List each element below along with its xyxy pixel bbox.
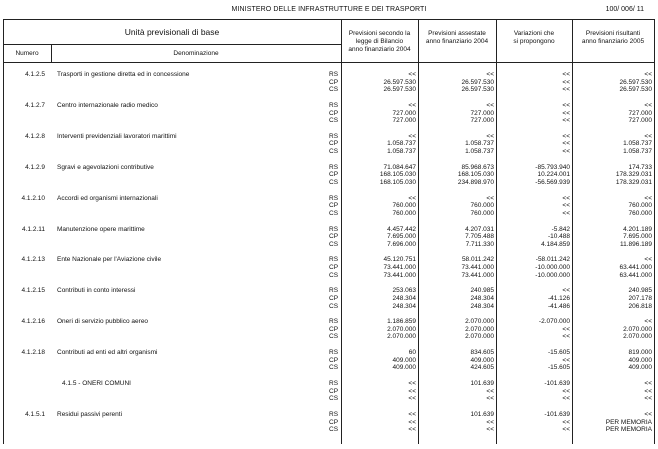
row-type-label: CS [329, 271, 339, 279]
row-type-label: CP [329, 233, 339, 241]
row-type-label: RS [329, 163, 339, 171]
value-cell: 10.224.001 [537, 171, 570, 179]
col1-header-line: legge di Bilancio [355, 38, 404, 45]
value-cell: 26.597.530 [619, 86, 652, 94]
value-cell: 248.304 [470, 294, 494, 302]
value-cell: -101.639 [544, 380, 570, 387]
value-cell: 1.058.737 [465, 148, 494, 155]
value-cell: 409.000 [392, 364, 416, 372]
col1-header-line: Previsioni secondo la [348, 30, 411, 37]
value-cell: 727.000 [628, 109, 652, 117]
value-cell: << [562, 117, 570, 125]
value-cell: << [408, 71, 416, 78]
row-type-label: CS [329, 333, 339, 341]
col-divider-5 [654, 19, 655, 444]
table-top-border [3, 19, 655, 20]
row-code: 4.1.2.5 [25, 71, 45, 78]
value-cell: 727.000 [392, 117, 416, 125]
value-cell: 819.000 [628, 349, 652, 357]
value-cell: 178.329.031 [615, 171, 652, 179]
value-cell: -15.605 [547, 364, 570, 372]
value-cell: 4.457.442 [387, 225, 416, 233]
row-name: Manutenzione opere marittime [57, 225, 145, 233]
value-cell: << [562, 209, 570, 217]
section-title: 4.1.5 - ONERI COMUNI [62, 380, 131, 387]
col2-header-line: Previsioni assestate [428, 30, 486, 37]
value-cell: 409.000 [392, 356, 416, 364]
value-cell: 1.186.859 [387, 318, 416, 326]
value-cell: << [486, 71, 494, 78]
value-cell: 58.011.242 [461, 256, 494, 264]
value-cell: 727.000 [470, 109, 494, 117]
value-cell: 7.696.000 [387, 240, 416, 248]
row-name: Trasporti in gestione diretta ed in concessione [57, 71, 190, 78]
value-cell: << [644, 71, 652, 78]
value-cell: 26.597.530 [619, 78, 652, 86]
value-cell: 409.000 [628, 356, 652, 364]
value-cell: << [644, 132, 652, 140]
value-cell: PER MEMORIA [605, 426, 652, 434]
row-name: Oneri di servizio pubblico aereo [57, 318, 149, 326]
row-type-label: RS [329, 194, 339, 202]
value-cell: -41.486 [547, 302, 570, 310]
row-type-label: CS [329, 117, 339, 125]
value-cell: 63.441.000 [619, 264, 652, 271]
value-cell: -10.488 [547, 233, 570, 241]
row-type-label: RS [329, 71, 339, 78]
value-cell: -56.569.939 [535, 178, 570, 186]
value-cell: -10.000.000 [535, 271, 570, 279]
row-code: 4.1.2.8 [25, 132, 45, 140]
value-cell: 240.985 [470, 287, 494, 295]
value-cell: 73.441.000 [383, 264, 416, 271]
ministry-title: MINISTERO DELLE INFRASTRUTTURE E DEI TRASPORTI [231, 6, 427, 13]
value-cell: << [562, 426, 570, 434]
row-name: Accordi ed organismi internazionali [57, 194, 158, 202]
value-cell: 73.441.000 [461, 264, 494, 271]
value-cell: << [562, 418, 570, 426]
value-cell: 248.304 [392, 294, 416, 302]
value-cell: 71.084.647 [383, 163, 416, 171]
value-cell: -15.605 [547, 349, 570, 357]
value-cell: 73.441.000 [461, 271, 494, 279]
value-cell: 727.000 [392, 109, 416, 117]
value-cell: << [562, 333, 570, 341]
row-code: 4.1.2.15 [21, 287, 45, 295]
value-cell: 101.639 [470, 380, 494, 387]
row-type-label: RS [329, 132, 339, 140]
row-type-label: CP [329, 325, 339, 333]
value-cell: 7.695.000 [623, 233, 652, 241]
row-name: Interventi previdenziali lavoratori marittimi [57, 132, 177, 140]
value-cell: 1.058.737 [623, 140, 652, 148]
numero-header: Numero [15, 50, 39, 57]
row-type-label: CS [329, 86, 339, 94]
value-cell: 1.058.737 [465, 140, 494, 148]
col1-header-line: anno finanziario 2004 [348, 46, 411, 53]
value-cell: << [562, 86, 570, 94]
value-cell: 26.597.530 [461, 78, 494, 86]
row-type-label: CP [329, 171, 339, 179]
row-code: 4.1.5.1 [25, 410, 45, 418]
value-cell: << [486, 132, 494, 140]
value-cell: 760.000 [392, 209, 416, 217]
value-cell: 206.818 [628, 302, 652, 310]
row-type-label: CS [329, 395, 339, 403]
value-cell: 178.329.031 [615, 178, 652, 186]
row-type-label: CP [329, 294, 339, 302]
value-cell: << [408, 410, 416, 418]
row-name: Ente Nazionale per l'Aviazione civile [57, 256, 162, 264]
col4-header-line: anno finanziario 2005 [581, 38, 645, 45]
value-cell: 409.000 [470, 356, 494, 364]
value-cell: << [408, 132, 416, 140]
value-cell: 1.058.737 [387, 140, 416, 148]
col2-header-line: anno finanziario 2004 [425, 38, 489, 45]
value-cell: -101.639 [544, 410, 570, 418]
value-cell: << [644, 410, 652, 418]
row-code: 4.1.2.7 [25, 101, 45, 109]
value-cell: 727.000 [628, 117, 652, 125]
row-type-label: RS [329, 287, 339, 295]
value-cell: 234.898.970 [457, 178, 494, 186]
value-cell: 60 [408, 349, 416, 357]
value-cell: -10.000.000 [535, 264, 570, 271]
value-cell: -5.842 [551, 225, 570, 233]
value-cell: 760.000 [470, 209, 494, 217]
row-type-label: CS [329, 148, 339, 155]
value-cell: 7.711.330 [465, 240, 494, 248]
row-code: 4.1.2.9 [25, 163, 45, 171]
value-cell: 168.105.030 [379, 178, 416, 186]
row-type-label: CS [329, 178, 339, 186]
value-cell: 26.597.530 [461, 86, 494, 94]
page-number: 100/ 006/ 11 [605, 6, 644, 13]
value-cell: 253.063 [392, 287, 416, 295]
value-cell: 2.070.000 [465, 333, 494, 341]
col-divider-4 [572, 19, 573, 444]
value-cell: 760.000 [628, 209, 652, 217]
value-cell: << [408, 395, 416, 403]
value-cell: 85.968.673 [461, 163, 494, 171]
value-cell: 207.178 [628, 294, 652, 302]
value-cell: 2.070.000 [465, 318, 494, 326]
value-cell: << [562, 325, 570, 333]
row-name: Contributi in conto interessi [57, 287, 136, 295]
value-cell: << [408, 101, 416, 109]
row-name: Centro internazionale radio medico [57, 101, 158, 109]
value-cell: << [486, 194, 494, 202]
value-cell: << [562, 71, 570, 78]
value-cell: 7.705.488 [465, 233, 494, 241]
row-type-label: CP [329, 140, 339, 148]
value-cell: 760.000 [392, 202, 416, 210]
row-type-label: CP [329, 418, 339, 426]
row-type-label: RS [329, 318, 339, 326]
row-type-label: RS [329, 101, 339, 109]
value-cell: << [562, 202, 570, 210]
value-cell: 11.896.189 [619, 240, 652, 248]
col-divider-1 [341, 19, 342, 444]
value-cell: 4.207.031 [465, 225, 494, 233]
value-cell: << [486, 426, 494, 434]
value-cell: << [562, 287, 570, 295]
value-cell: << [486, 101, 494, 109]
row-type-label: RS [329, 410, 339, 418]
value-cell: 834.605 [470, 349, 494, 357]
value-cell: 2.070.000 [623, 325, 652, 333]
value-cell: 174.733 [628, 163, 652, 171]
value-cell: 1.058.737 [623, 148, 652, 155]
denominazione-header: Denominazione [173, 50, 219, 57]
row-code: 4.1.2.18 [21, 349, 45, 357]
value-cell: << [408, 194, 416, 202]
value-cell: << [644, 256, 652, 264]
value-cell: 727.000 [470, 117, 494, 125]
value-cell: << [644, 101, 652, 109]
header-bottom-border [3, 62, 655, 63]
value-cell: << [562, 395, 570, 403]
col3-header-line: Variazioni che [513, 30, 555, 37]
col-divider-2 [418, 19, 419, 444]
row-type-label: RS [329, 225, 339, 233]
row-type-label: RS [329, 256, 339, 264]
value-cell: 2.070.000 [465, 325, 494, 333]
value-cell: << [644, 318, 652, 326]
row-name: Contributi ad enti ed altri organismi [57, 349, 158, 357]
value-cell: 168.105.030 [379, 171, 416, 179]
value-cell: 26.597.530 [383, 78, 416, 86]
row-type-label: CP [329, 202, 339, 210]
col4-header-line: Previsioni risultanti [585, 30, 641, 37]
value-cell: 1.058.737 [387, 148, 416, 155]
col3-header-line: si propongono [513, 38, 555, 45]
row-type-label: CS [329, 364, 339, 372]
col-divider-3 [496, 19, 497, 444]
value-cell: 760.000 [470, 202, 494, 210]
col3-header [496, 30, 572, 46]
value-cell: << [408, 426, 416, 434]
value-cell: 4.184.859 [541, 240, 570, 248]
value-cell: << [562, 194, 570, 202]
value-cell: << [408, 387, 416, 395]
col4-header [572, 30, 654, 46]
row-type-label: CP [329, 356, 339, 364]
value-cell: << [562, 132, 570, 140]
value-cell: 26.597.530 [383, 86, 416, 94]
value-cell: << [562, 356, 570, 364]
value-cell: << [562, 109, 570, 117]
col2-header [418, 30, 496, 46]
value-cell: -85.793.940 [535, 163, 570, 171]
value-cell: 168.105.030 [457, 171, 494, 179]
row-name: Residui passivi perenti [57, 410, 123, 418]
value-cell: << [644, 380, 652, 387]
value-cell: -2.070.000 [538, 318, 570, 326]
row-type-label: CP [329, 78, 339, 86]
row-code: 4.1.2.13 [21, 256, 45, 264]
value-cell: 63.441.000 [619, 271, 652, 279]
value-cell: << [486, 395, 494, 403]
value-cell: << [562, 78, 570, 86]
row-name: Sgravi e agevolazioni contributive [57, 163, 154, 171]
row-type-label: RS [329, 349, 339, 357]
row-type-label: RS [329, 380, 339, 387]
value-cell: << [562, 387, 570, 395]
value-cell: 7.695.000 [387, 233, 416, 241]
value-cell: << [644, 387, 652, 395]
row-type-label: CP [329, 264, 339, 271]
value-cell: 248.304 [392, 302, 416, 310]
value-cell: 248.304 [470, 302, 494, 310]
row-type-label: CP [329, 387, 339, 395]
row-type-label: CP [329, 109, 339, 117]
value-cell: << [408, 418, 416, 426]
value-cell: 2.070.000 [387, 333, 416, 341]
value-cell: 4.201.189 [623, 225, 652, 233]
units-header: Unità previsionali di base [124, 27, 220, 37]
value-cell: 424.605 [470, 364, 494, 372]
value-cell: << [562, 101, 570, 109]
row-type-label: CS [329, 426, 339, 434]
row-type-label: CS [329, 209, 339, 217]
value-cell: << [562, 148, 570, 155]
value-cell: PER MEMORIA [605, 418, 652, 426]
value-cell: << [644, 194, 652, 202]
row-code: 4.1.2.10 [21, 194, 45, 202]
row-code: 4.1.2.16 [21, 318, 45, 326]
value-cell: << [486, 387, 494, 395]
value-cell: 73.441.000 [383, 271, 416, 279]
row-type-label: CS [329, 302, 339, 310]
value-cell: -58.011.242 [535, 256, 570, 264]
value-cell: 2.070.000 [387, 325, 416, 333]
value-cell: << [486, 418, 494, 426]
row-type-label: CS [329, 240, 339, 248]
value-cell: << [644, 395, 652, 403]
value-cell: 2.070.000 [623, 333, 652, 341]
value-cell: 240.985 [628, 287, 652, 295]
value-cell: << [408, 380, 416, 387]
value-cell: 45.120.751 [383, 256, 416, 264]
value-cell: << [562, 140, 570, 148]
value-cell: 760.000 [628, 202, 652, 210]
units-divider [3, 44, 341, 45]
col1-header [341, 30, 418, 54]
value-cell: 101.639 [470, 410, 494, 418]
value-cell: -41.126 [547, 294, 570, 302]
row-code: 4.1.2.11 [21, 225, 45, 233]
value-cell: 409.000 [628, 364, 652, 372]
